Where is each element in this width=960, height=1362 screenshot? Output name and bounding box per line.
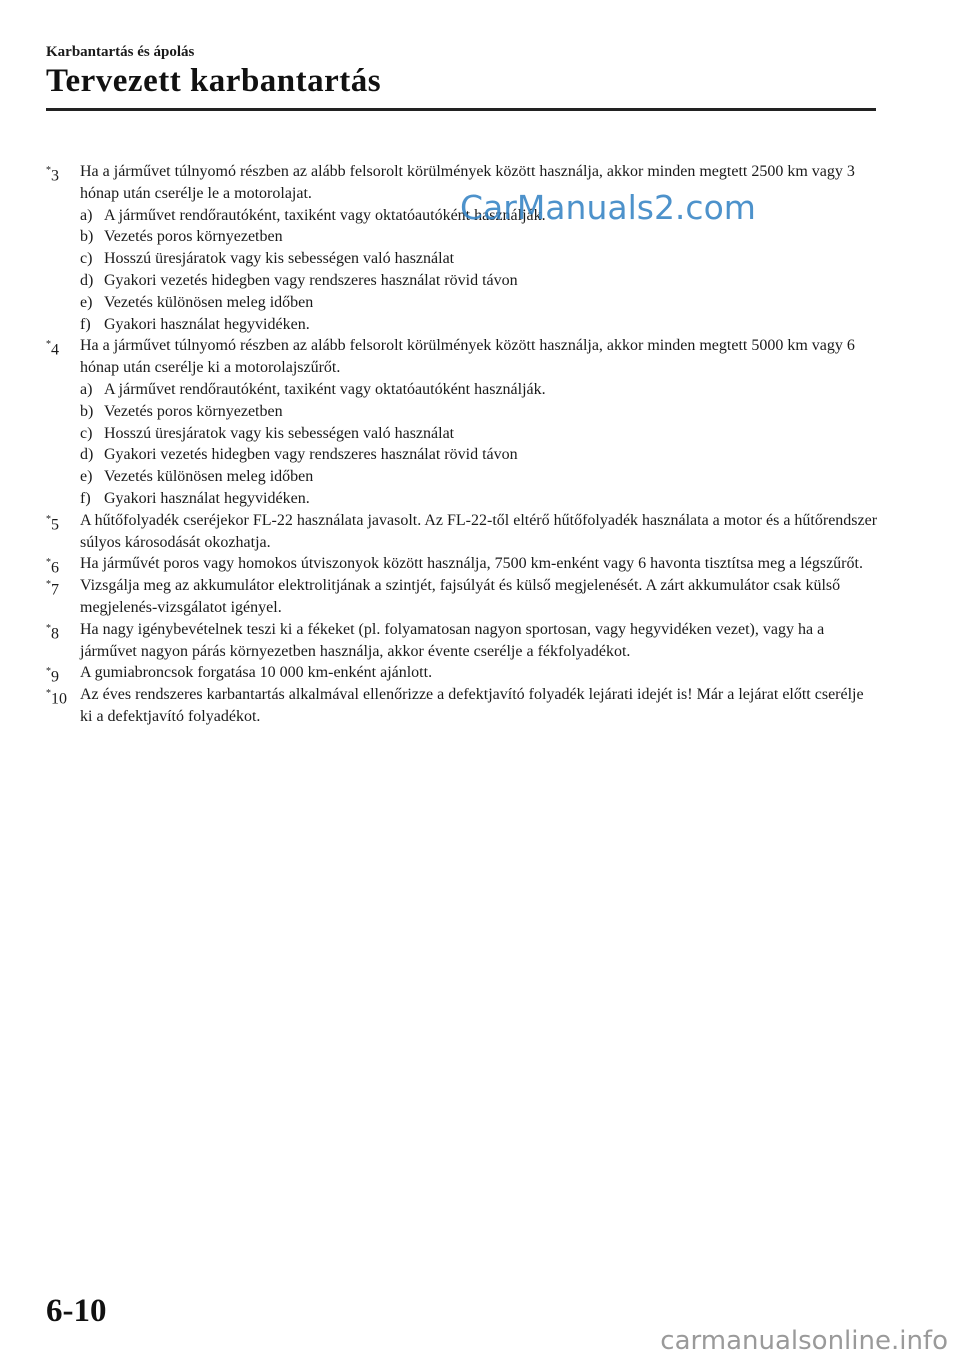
footnote-number: 7	[51, 581, 59, 599]
footnote	[46, 553, 878, 575]
title-rule	[46, 108, 876, 111]
asterisk-icon: *	[46, 666, 51, 678]
footnote-number: 4	[51, 341, 59, 359]
footnote-marker	[46, 575, 59, 601]
condition-letter: a)	[80, 206, 93, 224]
footnote-text: Ha a járművet túlnyomó részben az alább felsorolt körülmények között használja, akkor minden megtett 2500 km vagy 3 hónap után cserélje le a motorolajat.	[80, 163, 855, 202]
condition-text: Hosszú üresjáratok vagy kis sebességen való használat	[104, 424, 455, 442]
asterisk-icon: *	[46, 688, 51, 700]
condition-text: Gyakori vezetés hidegben vagy rendszeres használat rövid távon	[104, 271, 518, 289]
notes-list	[46, 161, 878, 728]
condition-item	[80, 292, 878, 314]
footnote-marker	[46, 335, 59, 361]
footnote-number: 10	[51, 690, 67, 708]
condition-letter: d)	[80, 271, 94, 289]
condition-letter: c)	[80, 424, 93, 442]
asterisk-icon: *	[46, 165, 51, 176]
condition-letter: b)	[80, 402, 94, 420]
condition-item	[80, 444, 878, 466]
condition-letter: e)	[80, 293, 93, 311]
footnote	[46, 335, 878, 509]
condition-item	[80, 423, 878, 445]
condition-letter: b)	[80, 228, 94, 246]
asterisk-icon: *	[46, 339, 51, 351]
footnote-number: 3	[51, 167, 59, 185]
asterisk-icon: *	[46, 557, 51, 569]
footnote-number: 9	[51, 668, 59, 686]
condition-item	[80, 248, 878, 270]
footnote	[46, 575, 878, 619]
condition-item	[80, 379, 878, 401]
condition-text: Gyakori vezetés hidegben vagy rendszeres használat rövid távon	[104, 446, 518, 464]
condition-text: Hosszú üresjáratok vagy kis sebességen való használat	[104, 250, 455, 268]
footnote	[46, 662, 878, 684]
condition-letter: e)	[80, 468, 93, 486]
footer-watermark: carmanualsonline.info	[660, 1326, 948, 1356]
condition-text: Vezetés különösen meleg időben	[104, 468, 314, 486]
condition-item	[80, 466, 878, 488]
condition-text: A járművet rendőrautóként, taxiként vagy oktatóautóként használják.	[104, 380, 546, 398]
footnote-marker	[46, 161, 59, 187]
section-label: Karbantartás és ápolás	[46, 44, 195, 60]
condition-text: Vezetés poros környezetben	[104, 402, 283, 420]
condition-item	[80, 314, 878, 336]
watermark-logo: CarManuals2.com	[460, 188, 756, 227]
condition-text: Vezetés különösen meleg időben	[104, 293, 314, 311]
condition-item	[80, 401, 878, 423]
condition-text: Vezetés poros környezetben	[104, 228, 283, 246]
footnote-text: A hűtőfolyadék cseréjekor FL-22 használata javasolt. Az FL-22-től eltérő hűtőfolyadék használata a motor és a hűtőrendszer súlyos károsodását okozhatja.	[80, 511, 878, 551]
footnote-number: 8	[51, 625, 59, 643]
asterisk-icon: *	[46, 513, 51, 525]
condition-text: A járművet rendőrautóként, taxiként vagy oktatóautóként használják.	[104, 206, 546, 224]
footnote-number: 5	[51, 516, 59, 534]
page-number: 6-10	[46, 1293, 107, 1329]
page-title: Tervezett karbantartás	[46, 63, 382, 99]
footnote-marker	[46, 684, 67, 710]
condition-letter: f)	[80, 489, 91, 507]
footnote	[46, 619, 878, 663]
footnote-text: Ha nagy igénybevételnek teszi ki a fékeket (pl. folyamatosan nagyon sportosan, vagy hegyvidéken vezet), vagy ha a járművet nagyon párás környezetben használja, akkor évente cserélje a fékfolyadékot.	[80, 620, 825, 660]
footnote-text: A gumiabroncsok forgatása 10 000 km-enként ajánlott.	[80, 664, 433, 682]
condition-item	[80, 270, 878, 292]
asterisk-icon: *	[46, 579, 51, 591]
footnote-text: Ha járművét poros vagy homokos útviszonyok között használja, 7500 km-enként vagy 6 havonta tisztítsa meg a légszűrőt.	[80, 555, 863, 573]
footnote-marker	[46, 619, 59, 645]
footnote	[46, 510, 878, 554]
condition-item	[80, 488, 878, 510]
footnote-marker	[46, 510, 59, 536]
condition-letter: c)	[80, 250, 93, 268]
footnote	[46, 684, 878, 728]
condition-letter: d)	[80, 446, 94, 464]
condition-letter: f)	[80, 315, 91, 333]
condition-list	[80, 379, 878, 510]
condition-letter: a)	[80, 380, 93, 398]
asterisk-icon: *	[46, 622, 51, 634]
condition-item	[80, 226, 878, 248]
condition-text: Gyakori használat hegyvidéken.	[104, 489, 310, 507]
footnote-number: 6	[51, 559, 59, 577]
footnote-text: Az éves rendszeres karbantartás alkalmával ellenőrizze a defektjavító folyadék lejárati idejét is! Már a lejárat előtt cserélje ki a defektjavító folyadékot.	[80, 686, 864, 725]
footnote-text: Vizsgálja meg az akkumulátor elektrolitjának a szintjét, fajsúlyát és külső megjelenését. A zárt akkumulátor csak külső megjelenés-vizsgálatot igényel.	[80, 577, 841, 616]
footnote-text: Ha a járművet túlnyomó részben az alább felsorolt körülmények között használja, akkor minden megtett 5000 km vagy 6 hónap után cserélje ki a motorolajszűrőt.	[80, 337, 855, 377]
condition-text: Gyakori használat hegyvidéken.	[104, 315, 310, 333]
